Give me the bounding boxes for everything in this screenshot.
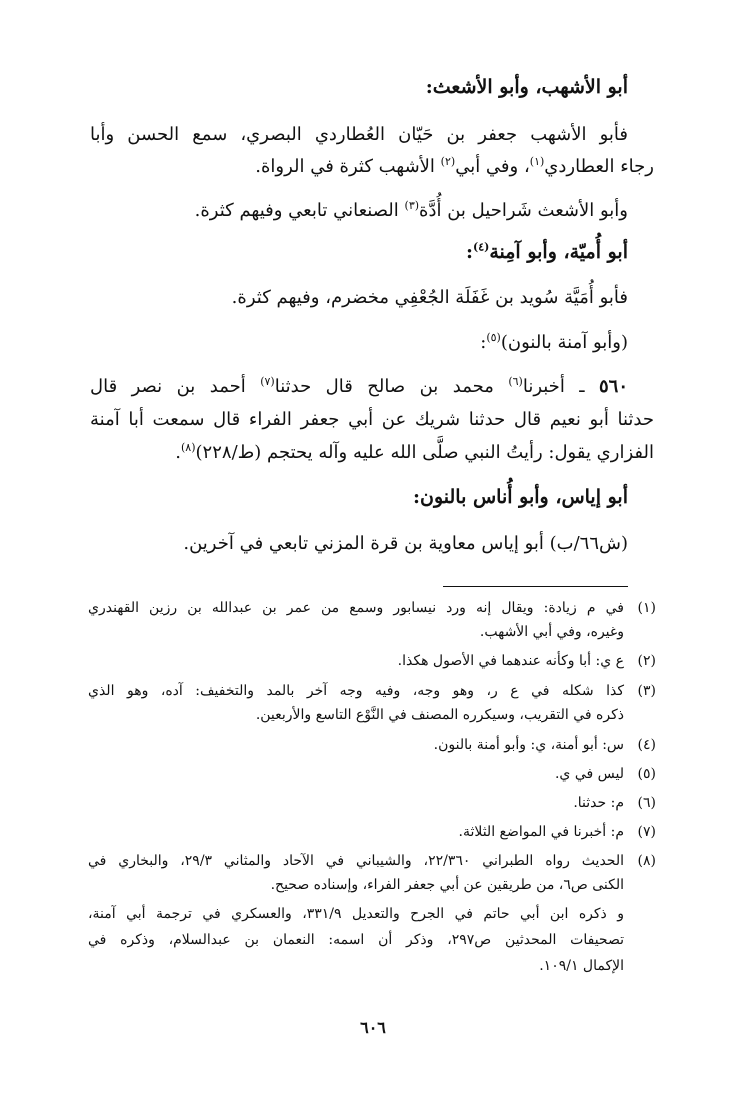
footnote-ref: (٦) [508,375,523,388]
paragraph-text: فأبو الأشهب جعفر بن حَيّان العُطاردي البصري، سمع الحسن وأبا [90,124,628,145]
paragraph-text: الأشهب كثرة في الرواة. [255,156,441,177]
footnote-text: ذكره في التقريب، وسيكرره المصنف في النَّوْع التاسع والأربعين. [255,707,624,723]
paragraph-text: فأبو أُمَيَّة سُويد بن غَفَلَة الجُعْفِي مخضرم، وفيهم كثرة. [231,287,628,308]
paragraph-text: محمد بن صالح قال حدثنا [274,376,509,397]
paragraph-text: (ش٦٦/ب) أبو إياس معاوية بن قرة المزني تابعي في آخرين. [183,533,628,554]
footnote-number: (٥) [637,766,656,782]
footnote-ref: (٣) [404,199,420,212]
footnote-ref: (١) [529,155,545,168]
paragraph-text: الفزاري يقول: رأيتُ النبي صلَّى الله عليه وآله يحتجم (ط/٢٢٨) [195,442,654,463]
footnote-separator [443,586,628,587]
section-heading-abu-umayya [90,241,628,263]
footnote-number: (٨) [637,853,656,869]
paragraph-text: الصنعاني تابعي وفيهم كثرة. [194,200,405,221]
hadith-line [90,376,628,397]
footnote-text: كذا شكله في ع ر، وهو وجه، وفيه وجه آخر بالمد والتخفيف: آده، وهو الذي [88,683,624,699]
footnote-text: في م زيادة: ويقال إنه ورد نيسابور وسمع من عمر بن عبدالله بن رزين القهندري [88,600,624,616]
footnote-ref: (٤) [472,240,490,254]
footnote-text: الحديث رواه الطبراني ٢٢/٣٦٠، والشيباني في الآحاد والمثاني ٢٩/٣، والبخاري في [88,853,624,869]
paragraph-text: حدثنا أبو نعيم قال حدثنا شريك عن أبي جعفر الفراء قال سمعت أبا آمنة [90,409,654,430]
footnote-text: و ذكره ابن أبي حاتم في الجرح والتعديل ٣٣١/٩، والعسكري في ترجمة أبي آمنة، [88,906,624,922]
footnote-text: س: أبو أمنة، ي: وأبو أمنة بالنون. [433,737,624,753]
section-heading-abu-al-ashhab [90,76,628,98]
paragraph-line [90,200,628,221]
paragraph-line [90,332,628,353]
footnote-number: (٢) [637,653,656,669]
hadith-line [90,409,654,430]
footnote-number: (٧) [637,824,656,840]
paragraph-text: رجاء العطاردي [544,156,654,177]
hadith-number: ٥٦٠ [598,376,628,397]
footnote-number: (٦) [637,795,656,811]
heading-text: أبو الأشهب، وأبو الأشعث: [425,76,628,98]
footnote-text: م: حدثنا. [573,795,624,811]
footnote-8-extra-line [88,906,624,922]
section-heading-abu-iyas [90,486,628,508]
paragraph-text: . [175,442,181,463]
footnote-ref: (٧) [260,375,275,388]
paragraph-text: : [480,332,487,353]
footnote-text: الكنى ص٦، من طريقين عن أبي جعفر الفراء، وإسناده صحيح. [270,877,624,893]
footnote-text: ليس في ي. [554,766,624,782]
footnote-8-extra-line [88,932,624,948]
footnote-text: تصحيفات المحدثين ص٢٩٧، وذكر أن اسمه: النعمان بن عبدالسلام، وذكره في [88,932,624,948]
footnote-text: ع ي: أبا وكأنه عندهما في الأصول هكذا. [397,653,624,669]
hadith-line [90,442,654,463]
paragraph-line [90,124,628,145]
footnote-ref: (٨) [181,441,196,454]
paragraph-line [90,156,654,177]
paragraph-text: (وأبو آمنة بالنون) [500,332,628,353]
page-number: ٦٠٦ [360,1018,386,1037]
footnote-8-extra-line [88,958,624,974]
footnote-text: الإكمال ١٠٩/١. [539,958,624,974]
paragraph-text: أحمد بن نصر قال [90,376,261,397]
paragraph-line [90,533,628,554]
paragraph-text: ، وفي أبي [455,156,530,177]
paragraph-text: وأبو الأشعث شَراحيل بن أُدَّة [419,200,628,221]
heading-text: أبو إياس، وأبو أُناس بالنون: [412,486,628,508]
footnote-ref: (٥) [486,331,501,344]
paragraph-text: ـ أخبرنا [522,376,599,397]
paragraph-line [90,287,628,308]
footnote-number: (٤) [637,737,656,753]
footnote-number: (٣) [637,683,656,699]
heading-text: أبو أُميّة، وأبو آمِنة [489,241,628,263]
footnote-text: وغيره، وفي أبي الأشهب. [479,624,624,640]
footnote-text: م: أخبرنا في المواضع الثلاثة. [458,824,624,840]
heading-text: : [465,241,473,263]
footnote-number: (١) [637,600,656,616]
footnote-ref: (٢) [440,155,456,168]
